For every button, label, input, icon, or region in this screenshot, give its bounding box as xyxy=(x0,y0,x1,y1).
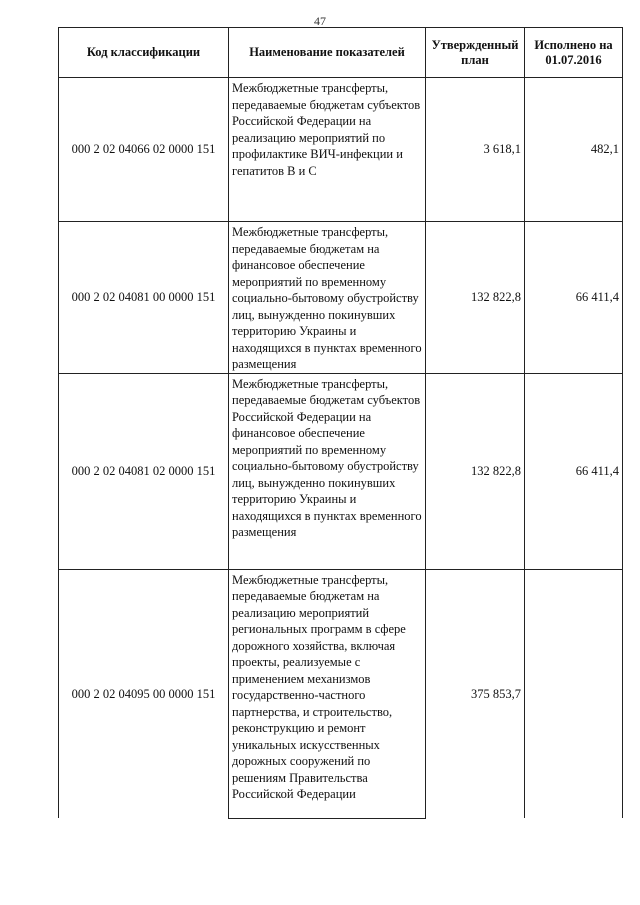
table-row xyxy=(59,78,623,222)
header-plan: Утвержденный план xyxy=(426,28,525,78)
budget-table xyxy=(58,27,623,819)
table-header-row xyxy=(59,28,623,78)
cell-plan: 3 618,1 xyxy=(426,78,525,222)
cell-code: 000 2 02 04066 02 0000 151 xyxy=(59,78,229,222)
cell-name: Межбюджетные трансферты, передаваемые бюджетам на финансовое обеспечение мероприятий по временному социально-бытовому обустройству лиц, вынужденно покинувших территорию Украины и находящихся в пунктах временного размещения xyxy=(229,222,426,374)
cell-plan: 132 822,8 xyxy=(426,373,525,569)
cell-done: 482,1 xyxy=(525,78,623,222)
header-done: Исполнено на 01.07.2016 xyxy=(525,28,623,78)
cell-plan: 132 822,8 xyxy=(426,222,525,374)
cell-code: 000 2 02 04095 00 0000 151 xyxy=(59,569,229,818)
cell-name: Межбюджетные трансферты, передаваемые бюджетам субъектов Российской Федерации на финансовое обеспечение мероприятий по временному социально-бытовому обустройству лиц, вынужденно покинувших территорию Украины и находящихся в пунктах временного размещения xyxy=(229,373,426,569)
cell-done xyxy=(525,569,623,818)
table-row xyxy=(59,373,623,569)
table-row xyxy=(59,222,623,374)
cell-done: 66 411,4 xyxy=(525,222,623,374)
table-row xyxy=(59,569,623,818)
cell-done: 66 411,4 xyxy=(525,373,623,569)
cell-code: 000 2 02 04081 02 0000 151 xyxy=(59,373,229,569)
cell-plan: 375 853,7 xyxy=(426,569,525,818)
cell-name: Межбюджетные трансферты, передаваемые бюджетам субъектов Российской Федерации на реализацию мероприятий по профилактике ВИЧ-инфекции и гепатитов В и С xyxy=(229,78,426,222)
page-number: 47 xyxy=(314,14,326,28)
cell-name: Межбюджетные трансферты, передаваемые бюджетам на реализацию мероприятий региональных программ в сфере дорожного хозяйства, включая проекты, реализуемые с применением механизмов государственно-частного партнерства, и строительство, реконструкцию и ремонт уникальных искусственных дорожных сооружений по решениям Правительства Российской Федерации xyxy=(229,569,426,818)
header-name: Наименование показателей xyxy=(229,28,426,78)
header-code: Код классификации xyxy=(59,28,229,78)
cell-code: 000 2 02 04081 00 0000 151 xyxy=(59,222,229,374)
